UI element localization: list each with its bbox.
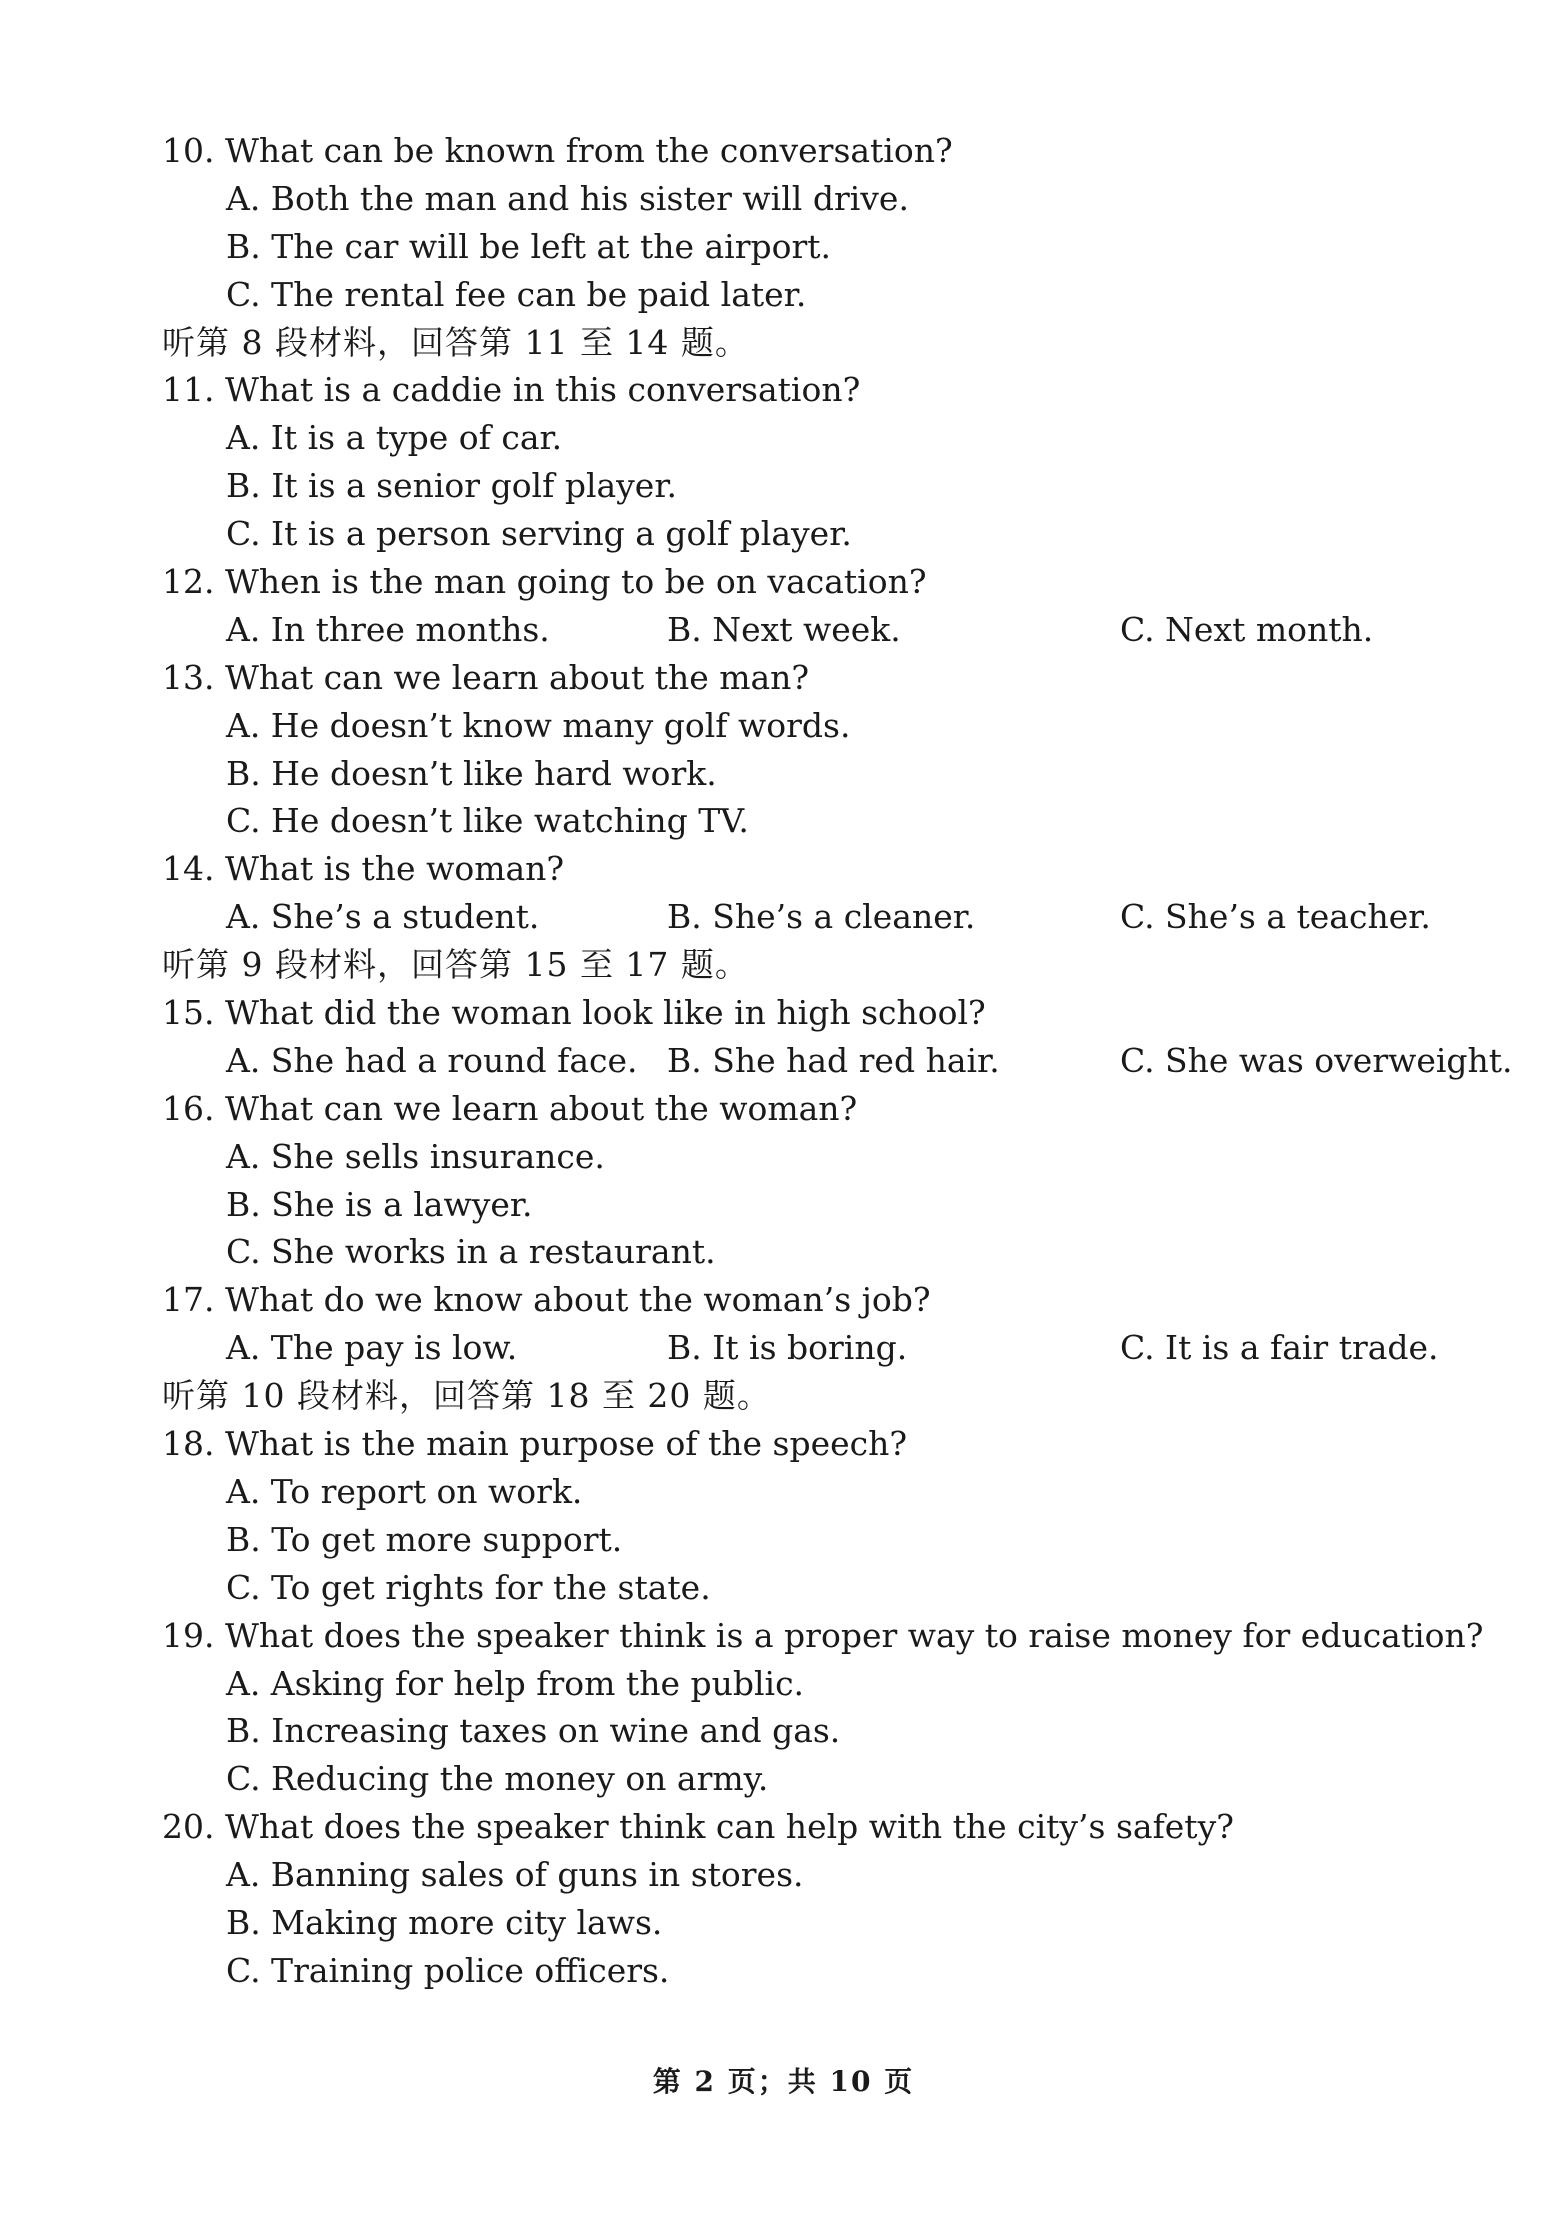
question-text: 11. What is a caddie in this conversation? [162, 370, 861, 410]
question-text: 16. What can we learn about the woman? [162, 1088, 858, 1128]
option-c: C. She’s a teacher. [1120, 897, 1431, 937]
option-text: B. He doesn’t like hard work. [226, 753, 717, 793]
question-text: 18. What is the main purpose of the speech? [162, 1424, 908, 1464]
option-text: C. It is a person serving a golf player. [226, 514, 852, 554]
option-b: B. She’s a cleaner. [667, 897, 976, 937]
exam-page-content [162, 127, 1513, 1995]
option-row [162, 1037, 1513, 1085]
question-text: 12. When is the man going to be on vacation? [162, 562, 927, 602]
option-text: C. The rental fee can be paid later. [226, 274, 807, 314]
option-a: A. In three months. [226, 609, 550, 649]
option-text: A. Asking for help from the public. [226, 1663, 805, 1703]
option-c: C. Next month. [1120, 609, 1374, 649]
option-row [162, 1324, 1492, 1372]
option-text: C. Reducing the money on army. [226, 1759, 769, 1799]
option-text: B. She is a lawyer. [226, 1184, 533, 1224]
section-heading: 听第 9 段材料，回答第 15 至 17 题。 [162, 945, 749, 985]
option-c: C. It is a fair trade. [1120, 1328, 1439, 1368]
option-a: A. She had a round face. [226, 1040, 638, 1080]
option-b: B. Next week. [667, 609, 901, 649]
question-text: 19. What does the speaker think is a proper way to raise money for education? [162, 1615, 1484, 1655]
option-row [162, 606, 1492, 654]
question-text: 20. What does the speaker think can help with the city’s safety? [162, 1807, 1234, 1847]
option-text: A. Banning sales of guns in stores. [226, 1855, 804, 1895]
option-text: A. He doesn’t know many golf words. [226, 705, 851, 745]
option-text: A. Both the man and his sister will drive. [226, 178, 909, 218]
question-text: 10. What can be known from the conversation? [162, 131, 953, 170]
option-text: C. She works in a restaurant. [226, 1232, 716, 1272]
option-row [162, 893, 1492, 941]
option-text: B. Increasing taxes on wine and gas. [226, 1711, 841, 1751]
option-text: B. To get more support. [226, 1519, 623, 1559]
option-text: A. She sells insurance. [226, 1136, 605, 1176]
option-b: B. She had red hair. [667, 1040, 1000, 1080]
option-text: B. Making more city laws. [226, 1902, 663, 1942]
option-b: B. It is boring. [667, 1328, 908, 1368]
option-a: A. She’s a student. [226, 897, 540, 937]
option-text: B. The car will be left at the airport. [226, 226, 832, 266]
page-footer: 第 2 页；共 10 页 [652, 2065, 915, 2098]
question-text: 15. What did the woman look like in high school? [162, 993, 986, 1033]
section-heading: 听第 8 段材料，回答第 11 至 14 题。 [162, 322, 749, 362]
option-text: C. To get rights for the state. [226, 1567, 711, 1607]
section-heading: 听第 10 段材料，回答第 18 至 20 题。 [162, 1376, 771, 1416]
option-text: C. He doesn’t like watching TV. [226, 801, 749, 841]
option-text: C. Training police officers. [226, 1950, 670, 1990]
option-text: A. To report on work. [226, 1471, 583, 1511]
option-text: B. It is a senior golf player. [226, 466, 677, 506]
question-text: 14. What is the woman? [162, 849, 565, 889]
option-a: A. The pay is low. [226, 1328, 518, 1368]
option-c: C. She was overweight. [1120, 1040, 1513, 1080]
option-text: A. It is a type of car. [226, 418, 563, 458]
question-text: 17. What do we know about the woman’s job? [162, 1280, 931, 1320]
question-text: 13. What can we learn about the man? [162, 657, 810, 697]
